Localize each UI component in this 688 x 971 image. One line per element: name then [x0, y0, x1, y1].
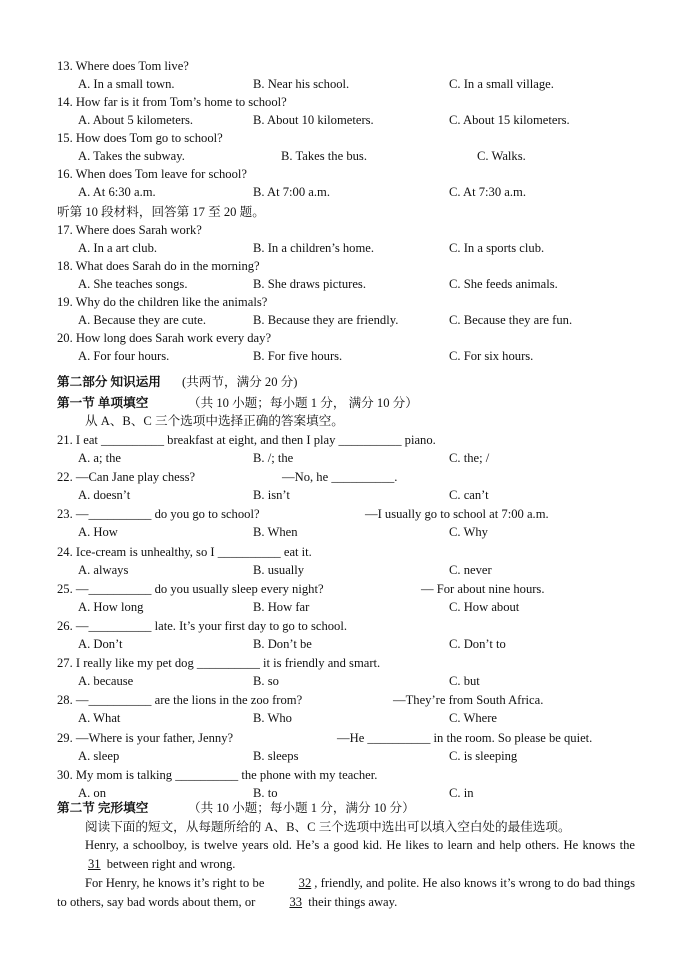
options-line: [0, 75, 688, 93]
section1-instruction: [0, 412, 688, 430]
question-line: [0, 580, 688, 598]
options-line: [0, 709, 688, 727]
question-text: 14. How far is it from Tom’s home to school?: [57, 95, 287, 109]
option-c: C. but: [449, 674, 480, 689]
option-b: B. Don’t be: [253, 637, 312, 651]
option-a: A. on: [78, 785, 106, 800]
option-a: A. In a small town.: [78, 77, 175, 91]
options-line: [0, 672, 688, 690]
option-b: B. Because they are friendly.: [253, 313, 399, 327]
blank-31: 31: [88, 856, 101, 871]
option-a: A. always: [78, 562, 129, 577]
option-c: C. In a sports club.: [449, 241, 545, 255]
question-text: 29. —Where is your father, Jenny?: [57, 730, 234, 745]
option-c: C. For six hours.: [449, 349, 534, 363]
options-line: [0, 635, 688, 653]
blank-32: 32: [298, 876, 312, 890]
question-line: [0, 93, 688, 111]
option-b: B. /; the: [253, 451, 294, 465]
question-line: [0, 165, 688, 183]
passage-text: , friendly, and polite. He also knows it’s wrong to do bad things to others, say bad words about them, or: [57, 876, 636, 909]
option-b: B. to: [253, 785, 278, 800]
passage-paragraph-2: [57, 874, 635, 911]
option-c: C. never: [449, 562, 492, 577]
option-b: B. How far: [253, 599, 310, 614]
section2-title: 第二节 完形填空: [57, 801, 149, 815]
question-text: 27. I really like my pet dog __________ it is friendly and smart.: [57, 656, 381, 671]
options-line: [0, 347, 688, 365]
option-b: B. Near his school.: [253, 77, 350, 91]
passage-paragraph-1: [57, 836, 635, 873]
option-c: C. is sleeping: [449, 748, 518, 763]
option-a: A. a; the: [78, 451, 122, 465]
passage-text: between right and wrong.: [103, 856, 236, 871]
option-c: C. in: [449, 785, 474, 800]
section2-note: （共 10 小题；每小题 1 分，满分 10 分）: [188, 801, 415, 815]
option-a: A. Because they are cute.: [78, 313, 206, 327]
options-line: [0, 486, 688, 504]
option-a: A. What: [78, 711, 121, 726]
options-line: [0, 449, 688, 467]
question-line: [0, 766, 688, 784]
options-line: [0, 147, 688, 165]
options-line: [0, 111, 688, 129]
section1-heading: [0, 394, 688, 412]
options-line: [0, 183, 688, 201]
option-b: B. Takes the bus.: [281, 149, 367, 163]
option-a: A. Don’t: [78, 637, 123, 651]
option-b: B. isn’t: [253, 488, 290, 503]
option-a: A. doesn’t: [78, 488, 131, 503]
option-b: B. usually: [253, 562, 305, 577]
question-text: 13. Where does Tom live?: [57, 59, 189, 73]
option-a: A. How: [78, 525, 118, 540]
question-text: 23. —__________ do you go to school?: [57, 507, 260, 522]
option-b: B. so: [253, 674, 279, 689]
option-c: C. How about: [449, 599, 520, 614]
question-text: 25. —__________ do you usually sleep every night?: [57, 581, 324, 596]
option-a: A. At 6:30 a.m.: [78, 185, 156, 199]
option-a: A. because: [78, 674, 134, 689]
option-a: A. Takes the subway.: [78, 149, 185, 163]
question-line: [0, 257, 688, 275]
question-text: 24. Ice-cream is unhealthy, so I __________ eat it.: [57, 544, 312, 559]
question-text: 28. —__________ are the lions in the zoo from?: [57, 693, 303, 708]
question-line: [0, 221, 688, 239]
option-c: C. Don’t to: [449, 637, 506, 651]
question-text: 18. What does Sarah do in the morning?: [57, 259, 260, 273]
question-line: [0, 129, 688, 147]
option-b: B. At 7:00 a.m.: [253, 185, 330, 199]
passage-text: For Henry, he knows it’s right to be: [85, 876, 268, 890]
question-line: [0, 431, 688, 449]
reply-text: —They’re from South Africa.: [393, 693, 544, 708]
options-line: [0, 747, 688, 765]
option-a: A. In a art club.: [78, 241, 158, 255]
option-a: A. For four hours.: [78, 349, 170, 363]
question-line: [0, 468, 688, 486]
question-text: 20. How long does Sarah work every day?: [57, 331, 272, 345]
question-line: [0, 654, 688, 672]
question-text: 21. I eat __________ breakfast at eight, and then I play __________ piano.: [57, 433, 436, 447]
listening-instruction: [0, 203, 688, 221]
section2-instruction: [0, 818, 688, 836]
section1-instruction-text: 从 A、B、C 三个选项中选择正确的答案填空。: [85, 414, 344, 428]
passage-text: Henry, a schoolboy, is twelve years old. He’s a good kid. He likes to learn and help others. He knows the: [85, 838, 635, 852]
options-line: [0, 598, 688, 616]
option-c: C. About 15 kilometers.: [449, 113, 570, 127]
question-text: 15. How does Tom go to school?: [57, 131, 223, 145]
question-line: [0, 505, 688, 523]
option-c: C. In a small village.: [449, 77, 554, 91]
option-c: C. the; /: [449, 451, 490, 465]
reply-text: —No, he __________.: [282, 470, 398, 485]
reply-text: — For about nine hours.: [421, 581, 545, 596]
part2-title: 第二部分 知识运用: [57, 375, 161, 389]
option-a: A. She teaches songs.: [78, 277, 188, 291]
option-a: A. About 5 kilometers.: [78, 113, 194, 127]
option-c: C. At 7:30 a.m.: [449, 185, 526, 199]
question-line: [0, 729, 688, 747]
option-b: B. In a children’s home.: [253, 241, 375, 255]
question-text: 19. Why do the children like the animals?: [57, 295, 268, 309]
option-b: B. About 10 kilometers.: [253, 113, 374, 127]
question-text: 17. Where does Sarah work?: [57, 223, 202, 237]
option-c: C. Because they are fun.: [449, 313, 573, 327]
option-c: C. can’t: [449, 488, 489, 503]
question-line: [0, 543, 688, 561]
question-line: [0, 293, 688, 311]
question-text: 30. My mom is talking __________ the phone with my teacher.: [57, 767, 378, 782]
option-b: B. When: [253, 525, 298, 540]
question-text: 26. —__________ late. It’s your first day to go to school.: [57, 619, 347, 633]
section2-heading: [0, 799, 688, 817]
option-b: B. For five hours.: [253, 349, 343, 363]
reply-text: —I usually go to school at 7:00 a.m.: [365, 507, 549, 522]
options-line: [0, 311, 688, 329]
options-line: [0, 523, 688, 541]
question-line: [0, 691, 688, 709]
passage-text: their things away.: [305, 894, 398, 909]
option-c: C. Walks.: [477, 149, 526, 163]
listening-instruction-text: 听第 10 段材料，回答第 17 至 20 题。: [57, 205, 265, 219]
question-text: 16. When does Tom leave for school?: [57, 167, 247, 181]
option-b: B. Who: [253, 711, 292, 726]
section1-note: （共 10 小题；每小题 1 分， 满分 10 分）: [188, 396, 418, 410]
question-line: [0, 617, 688, 635]
option-c: C. She feeds animals.: [449, 277, 558, 291]
options-line: [0, 561, 688, 579]
reply-text: —He __________ in the room. So please be quiet.: [337, 730, 593, 745]
blank-33: 33: [289, 894, 303, 909]
option-c: C. Why: [449, 525, 488, 540]
section1-title: 第一节 单项填空: [57, 396, 149, 410]
question-line: [0, 57, 688, 75]
question-text: 22. —Can Jane play chess?: [57, 470, 196, 485]
option-b: B. She draws pictures.: [253, 277, 366, 291]
option-a: A. How long: [78, 599, 144, 614]
option-c: C. Where: [449, 711, 498, 726]
section2-instruction-text: 阅读下面的短文，从每题所给的 A、B、C 三个选项中选出可以填入空白处的最佳选项。: [85, 820, 571, 834]
option-b: B. sleeps: [253, 748, 299, 763]
question-line: [0, 329, 688, 347]
part2-note: (共两节，满分 20 分): [182, 375, 298, 389]
part2-heading: [0, 373, 688, 391]
options-line: [0, 275, 688, 293]
options-line: [0, 239, 688, 257]
option-a: A. sleep: [78, 748, 120, 763]
